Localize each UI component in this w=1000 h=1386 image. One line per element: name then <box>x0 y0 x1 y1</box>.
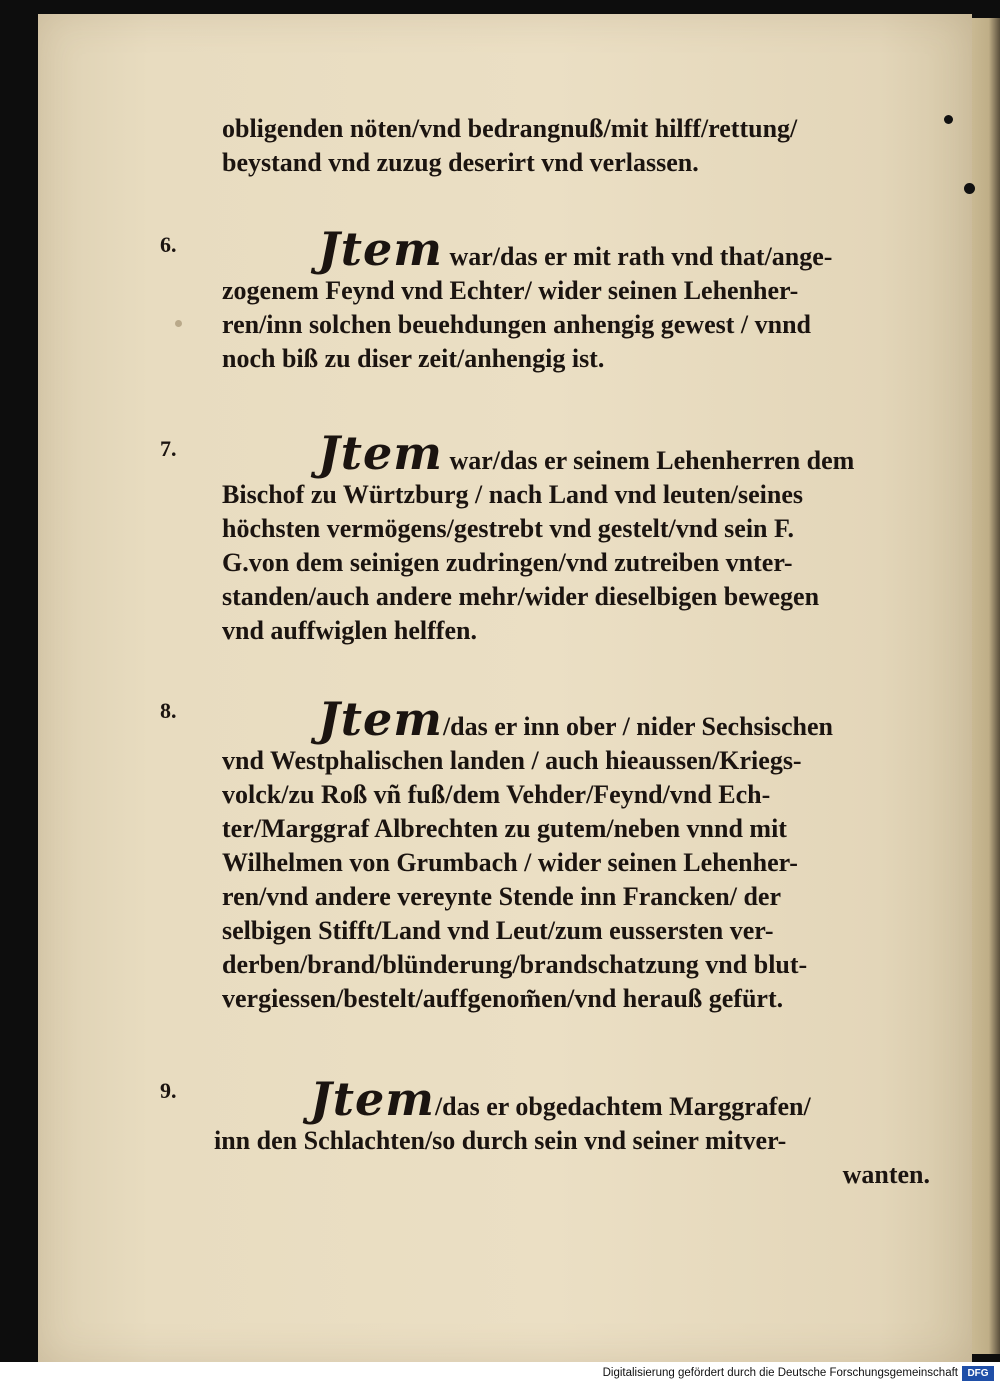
text-line: noch biß zu diser zeit/anhengig ist. <box>222 344 605 373</box>
footer-bar <box>0 1362 1000 1386</box>
ink-mark <box>175 320 182 327</box>
item-number: 6. <box>160 232 177 257</box>
text-line: beystand vnd zuzug deserirt vnd verlassen. <box>222 148 699 177</box>
item-paragraph <box>214 1072 930 1192</box>
text-line <box>222 426 932 480</box>
item-paragraph <box>222 692 932 1016</box>
decorative-initial: Jtem <box>318 426 443 480</box>
line-text: /das er obgedachtem Marggrafen/ <box>434 1092 811 1121</box>
text-line: Wilhelmen von Grumbach / wider seinen Lehenher- <box>222 848 798 877</box>
text-line: ren/vnd andere vereynte Stende inn Francken/ der <box>222 882 781 911</box>
funding-credit: Digitalisierung gefördert durch die Deutsche Forschungsgemeinschaft <box>602 1367 958 1379</box>
text-line: zogenem Feynd vnd Echter/ wider seinen Lehenher- <box>222 276 799 305</box>
text-line: obligenden nöten/vnd bedrangnuß/mit hilff/rettung/ <box>222 114 798 143</box>
text-line: ren/inn solchen beuehdungen anhengig gewest / vnnd <box>222 310 811 339</box>
item-number: 7. <box>160 436 177 461</box>
text-line: ter/Marggraf Albrechten zu gutem/neben vnnd mit <box>222 814 787 843</box>
page-edge <box>972 18 1000 1354</box>
item-paragraph <box>222 222 932 376</box>
item-number: 9. <box>160 1078 177 1103</box>
decorative-initial: Jtem <box>310 1072 435 1126</box>
text-line: Bischof zu Würtzburg / nach Land vnd leuten/seines <box>222 480 804 509</box>
text-line: vnd Westphalischen landen / auch hieaussen/Kriegs- <box>222 746 802 775</box>
dfg-logo: DFG <box>962 1366 994 1381</box>
text-line: selbigen Stifft/Land vnd Leut/zum eussersten ver- <box>222 916 774 945</box>
catchword: wanten. <box>842 1160 930 1189</box>
line-text: war/das er mit rath vnd that/ange- <box>449 242 833 271</box>
text-line: höchsten vermögens/gestrebt vnd gestelt/vnd sein F. <box>222 514 794 543</box>
item-paragraph <box>222 426 932 648</box>
line-text: /das er inn ober / nider Sechsischen <box>442 712 834 741</box>
line-text: war/das er seinem Lehenherren dem <box>449 446 855 475</box>
text-line: vnd auffwiglen helffen. <box>222 616 477 645</box>
text-line: volck/zu Roß vñ fuß/dem Vehder/Feynd/vnd Ech- <box>222 780 771 809</box>
opening-paragraph <box>222 112 932 180</box>
text-line <box>222 692 932 746</box>
text-line: vergiessen/bestelt/auffgenom̃en/vnd herauß gefürt. <box>222 984 784 1013</box>
decorative-initial: Jtem <box>318 222 443 276</box>
text-line <box>222 222 932 276</box>
decorative-initial: Jtem <box>318 692 443 746</box>
item-number: 8. <box>160 698 177 723</box>
ink-mark <box>964 183 975 194</box>
text-line: derben/brand/blünderung/brandschatzung vnd blut- <box>222 950 808 979</box>
text-line: standen/auch andere mehr/wider dieselbigen bewegen <box>222 582 820 611</box>
ink-mark <box>944 115 953 124</box>
text-line <box>214 1072 930 1126</box>
text-line: G.von dem seinigen zudringen/vnd zutreiben vnter- <box>222 548 793 577</box>
text-line: inn den Schlachten/so durch sein vnd seiner mitver- <box>214 1126 787 1155</box>
